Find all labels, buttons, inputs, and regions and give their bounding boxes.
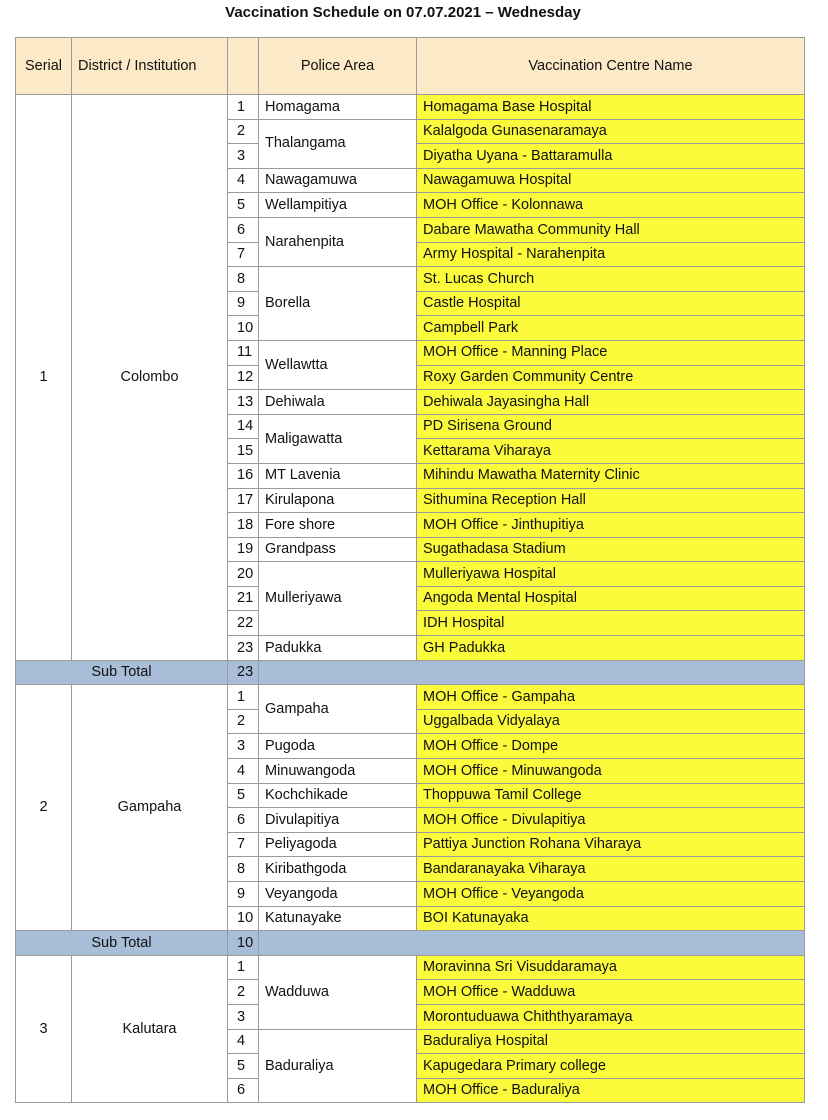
row-number-cell: 2	[228, 119, 259, 144]
row-number-cell: 23	[228, 636, 259, 661]
row-number-cell: 5	[228, 193, 259, 218]
vaccination-centre-cell: MOH Office - Veyangoda	[417, 882, 805, 907]
police-area-cell: Nawagamuwa	[259, 168, 417, 193]
vaccination-centre-cell: Pattiya Junction Rohana Viharaya	[417, 832, 805, 857]
subtotal-row	[16, 660, 805, 685]
row-number-cell: 6	[228, 808, 259, 833]
row-number-cell: 7	[228, 832, 259, 857]
vaccination-centre-cell: IDH Hospital	[417, 611, 805, 636]
vaccination-centre-cell: MOH Office - Kolonnawa	[417, 193, 805, 218]
vaccination-centre-cell: Moravinna Sri Visuddaramaya	[417, 955, 805, 980]
vaccination-centre-cell: Bandaranayaka Viharaya	[417, 857, 805, 882]
row-number-cell: 2	[228, 709, 259, 734]
row-number-cell: 13	[228, 390, 259, 415]
vaccination-centre-cell: Homagama Base Hospital	[417, 95, 805, 120]
district-cell: Colombo	[72, 95, 228, 661]
vaccination-centre-cell: Angoda Mental Hospital	[417, 586, 805, 611]
police-area-cell: Padukka	[259, 636, 417, 661]
vaccination-centre-cell: Sugathadasa Stadium	[417, 537, 805, 562]
row-number-cell: 16	[228, 463, 259, 488]
vaccination-centre-cell: Dehiwala Jayasingha Hall	[417, 390, 805, 415]
row-number-cell: 9	[228, 291, 259, 316]
row-number-cell: 11	[228, 340, 259, 365]
row-number-cell: 18	[228, 513, 259, 538]
header-district: District / Institution	[72, 38, 228, 95]
subtotal-label: Sub Total	[16, 660, 228, 685]
police-area-cell: Thalangama	[259, 119, 417, 168]
row-number-cell: 1	[228, 685, 259, 710]
row-number-cell: 7	[228, 242, 259, 267]
vaccination-centre-cell: St. Lucas Church	[417, 267, 805, 292]
vaccination-centre-cell: Roxy Garden Community Centre	[417, 365, 805, 390]
row-number-cell: 6	[228, 1078, 259, 1103]
vaccination-centre-cell: Uggalbada Vidyalaya	[417, 709, 805, 734]
page-title: Vaccination Schedule on 07.07.2021 – Wednesday	[225, 4, 581, 21]
row-number-cell: 9	[228, 882, 259, 907]
police-area-cell: Wadduwa	[259, 955, 417, 1029]
police-area-cell: Narahenpita	[259, 217, 417, 266]
district-cell: Kalutara	[72, 955, 228, 1103]
subtotal-label: Sub Total	[16, 931, 228, 956]
header-number	[228, 38, 259, 95]
vaccination-centre-cell: Sithumina Reception Hall	[417, 488, 805, 513]
row-number-cell: 5	[228, 783, 259, 808]
police-area-cell: Kochchikade	[259, 783, 417, 808]
vaccination-centre-cell: MOH Office - Jinthupitiya	[417, 513, 805, 538]
row-number-cell: 10	[228, 316, 259, 341]
row-number-cell: 8	[228, 267, 259, 292]
header-police-area: Police Area	[259, 38, 417, 95]
police-area-cell: Peliyagoda	[259, 832, 417, 857]
police-area-cell: Wellawtta	[259, 340, 417, 389]
police-area-cell: Homagama	[259, 95, 417, 120]
vaccination-centre-cell: MOH Office - Dompe	[417, 734, 805, 759]
vaccination-centre-cell: MOH Office - Manning Place	[417, 340, 805, 365]
vaccination-centre-cell: MOH Office - Gampaha	[417, 685, 805, 710]
vaccination-centre-cell: MOH Office - Divulapitiya	[417, 808, 805, 833]
row-number-cell: 14	[228, 414, 259, 439]
table-header-row	[16, 38, 805, 95]
serial-cell: 3	[16, 955, 72, 1103]
police-area-cell: Grandpass	[259, 537, 417, 562]
serial-cell: 1	[16, 95, 72, 661]
vaccination-centre-cell: Thoppuwa Tamil College	[417, 783, 805, 808]
police-area-cell: MT Lavenia	[259, 463, 417, 488]
police-area-cell: Divulapitiya	[259, 808, 417, 833]
row-number-cell: 19	[228, 537, 259, 562]
police-area-cell: Wellampitiya	[259, 193, 417, 218]
row-number-cell: 22	[228, 611, 259, 636]
police-area-cell: Mulleriyawa	[259, 562, 417, 636]
row-number-cell: 6	[228, 217, 259, 242]
police-area-cell: Veyangoda	[259, 882, 417, 907]
vaccination-centre-cell: Diyatha Uyana - Battaramulla	[417, 144, 805, 169]
row-number-cell: 3	[228, 1004, 259, 1029]
row-number-cell: 4	[228, 1029, 259, 1054]
vaccination-centre-cell: Mihindu Mawatha Maternity Clinic	[417, 463, 805, 488]
vaccination-centre-cell: BOI Katunayaka	[417, 906, 805, 931]
subtotal-blank	[259, 931, 805, 956]
row-number-cell: 2	[228, 980, 259, 1005]
header-vaccination-centre: Vaccination Centre Name	[417, 38, 805, 95]
vaccination-centre-cell: PD Sirisena Ground	[417, 414, 805, 439]
vaccination-centre-cell: Campbell Park	[417, 316, 805, 341]
police-area-cell: Dehiwala	[259, 390, 417, 415]
vaccination-centre-cell: MOH Office - Minuwangoda	[417, 759, 805, 784]
row-number-cell: 4	[228, 168, 259, 193]
vaccination-centre-cell: Baduraliya Hospital	[417, 1029, 805, 1054]
row-number-cell: 5	[228, 1054, 259, 1079]
row-number-cell: 15	[228, 439, 259, 464]
vaccination-centre-cell: Kalalgoda Gunasenaramaya	[417, 119, 805, 144]
vaccination-centre-cell: MOH Office - Wadduwa	[417, 980, 805, 1005]
vaccination-centre-cell: GH Padukka	[417, 636, 805, 661]
row-number-cell: 3	[228, 144, 259, 169]
row-number-cell: 10	[228, 906, 259, 931]
row-number-cell: 3	[228, 734, 259, 759]
table-row	[16, 685, 805, 710]
district-cell: Gampaha	[72, 685, 228, 931]
police-area-cell: Kirulapona	[259, 488, 417, 513]
subtotal-row	[16, 931, 805, 956]
serial-cell: 2	[16, 685, 72, 931]
row-number-cell: 1	[228, 955, 259, 980]
police-area-cell: Minuwangoda	[259, 759, 417, 784]
police-area-cell: Fore shore	[259, 513, 417, 538]
vaccination-centre-cell: Castle Hospital	[417, 291, 805, 316]
row-number-cell: 21	[228, 586, 259, 611]
vaccination-centre-cell: Morontuduawa Chiththyaramaya	[417, 1004, 805, 1029]
row-number-cell: 20	[228, 562, 259, 587]
vaccination-centre-cell: Kettarama Viharaya	[417, 439, 805, 464]
row-number-cell: 1	[228, 95, 259, 120]
row-number-cell: 17	[228, 488, 259, 513]
table-row	[16, 955, 805, 980]
police-area-cell: Borella	[259, 267, 417, 341]
police-area-cell: Kiribathgoda	[259, 857, 417, 882]
row-number-cell: 8	[228, 857, 259, 882]
police-area-cell: Pugoda	[259, 734, 417, 759]
row-number-cell: 12	[228, 365, 259, 390]
subtotal-value: 23	[228, 660, 259, 685]
subtotal-value: 10	[228, 931, 259, 956]
police-area-cell: Gampaha	[259, 685, 417, 734]
subtotal-blank	[259, 660, 805, 685]
vaccination-centre-cell: Dabare Mawatha Community Hall	[417, 217, 805, 242]
table-row	[16, 95, 805, 120]
vaccination-centre-cell: Mulleriyawa Hospital	[417, 562, 805, 587]
row-number-cell: 4	[228, 759, 259, 784]
vaccination-centre-cell: Nawagamuwa Hospital	[417, 168, 805, 193]
vaccination-schedule-table	[15, 37, 805, 1103]
police-area-cell: Katunayake	[259, 906, 417, 931]
police-area-cell: Baduraliya	[259, 1029, 417, 1103]
vaccination-centre-cell: Kapugedara Primary college	[417, 1054, 805, 1079]
vaccination-centre-cell: MOH Office - Baduraliya	[417, 1078, 805, 1103]
header-serial: Serial	[16, 38, 72, 95]
police-area-cell: Maligawatta	[259, 414, 417, 463]
vaccination-centre-cell: Army Hospital - Narahenpita	[417, 242, 805, 267]
